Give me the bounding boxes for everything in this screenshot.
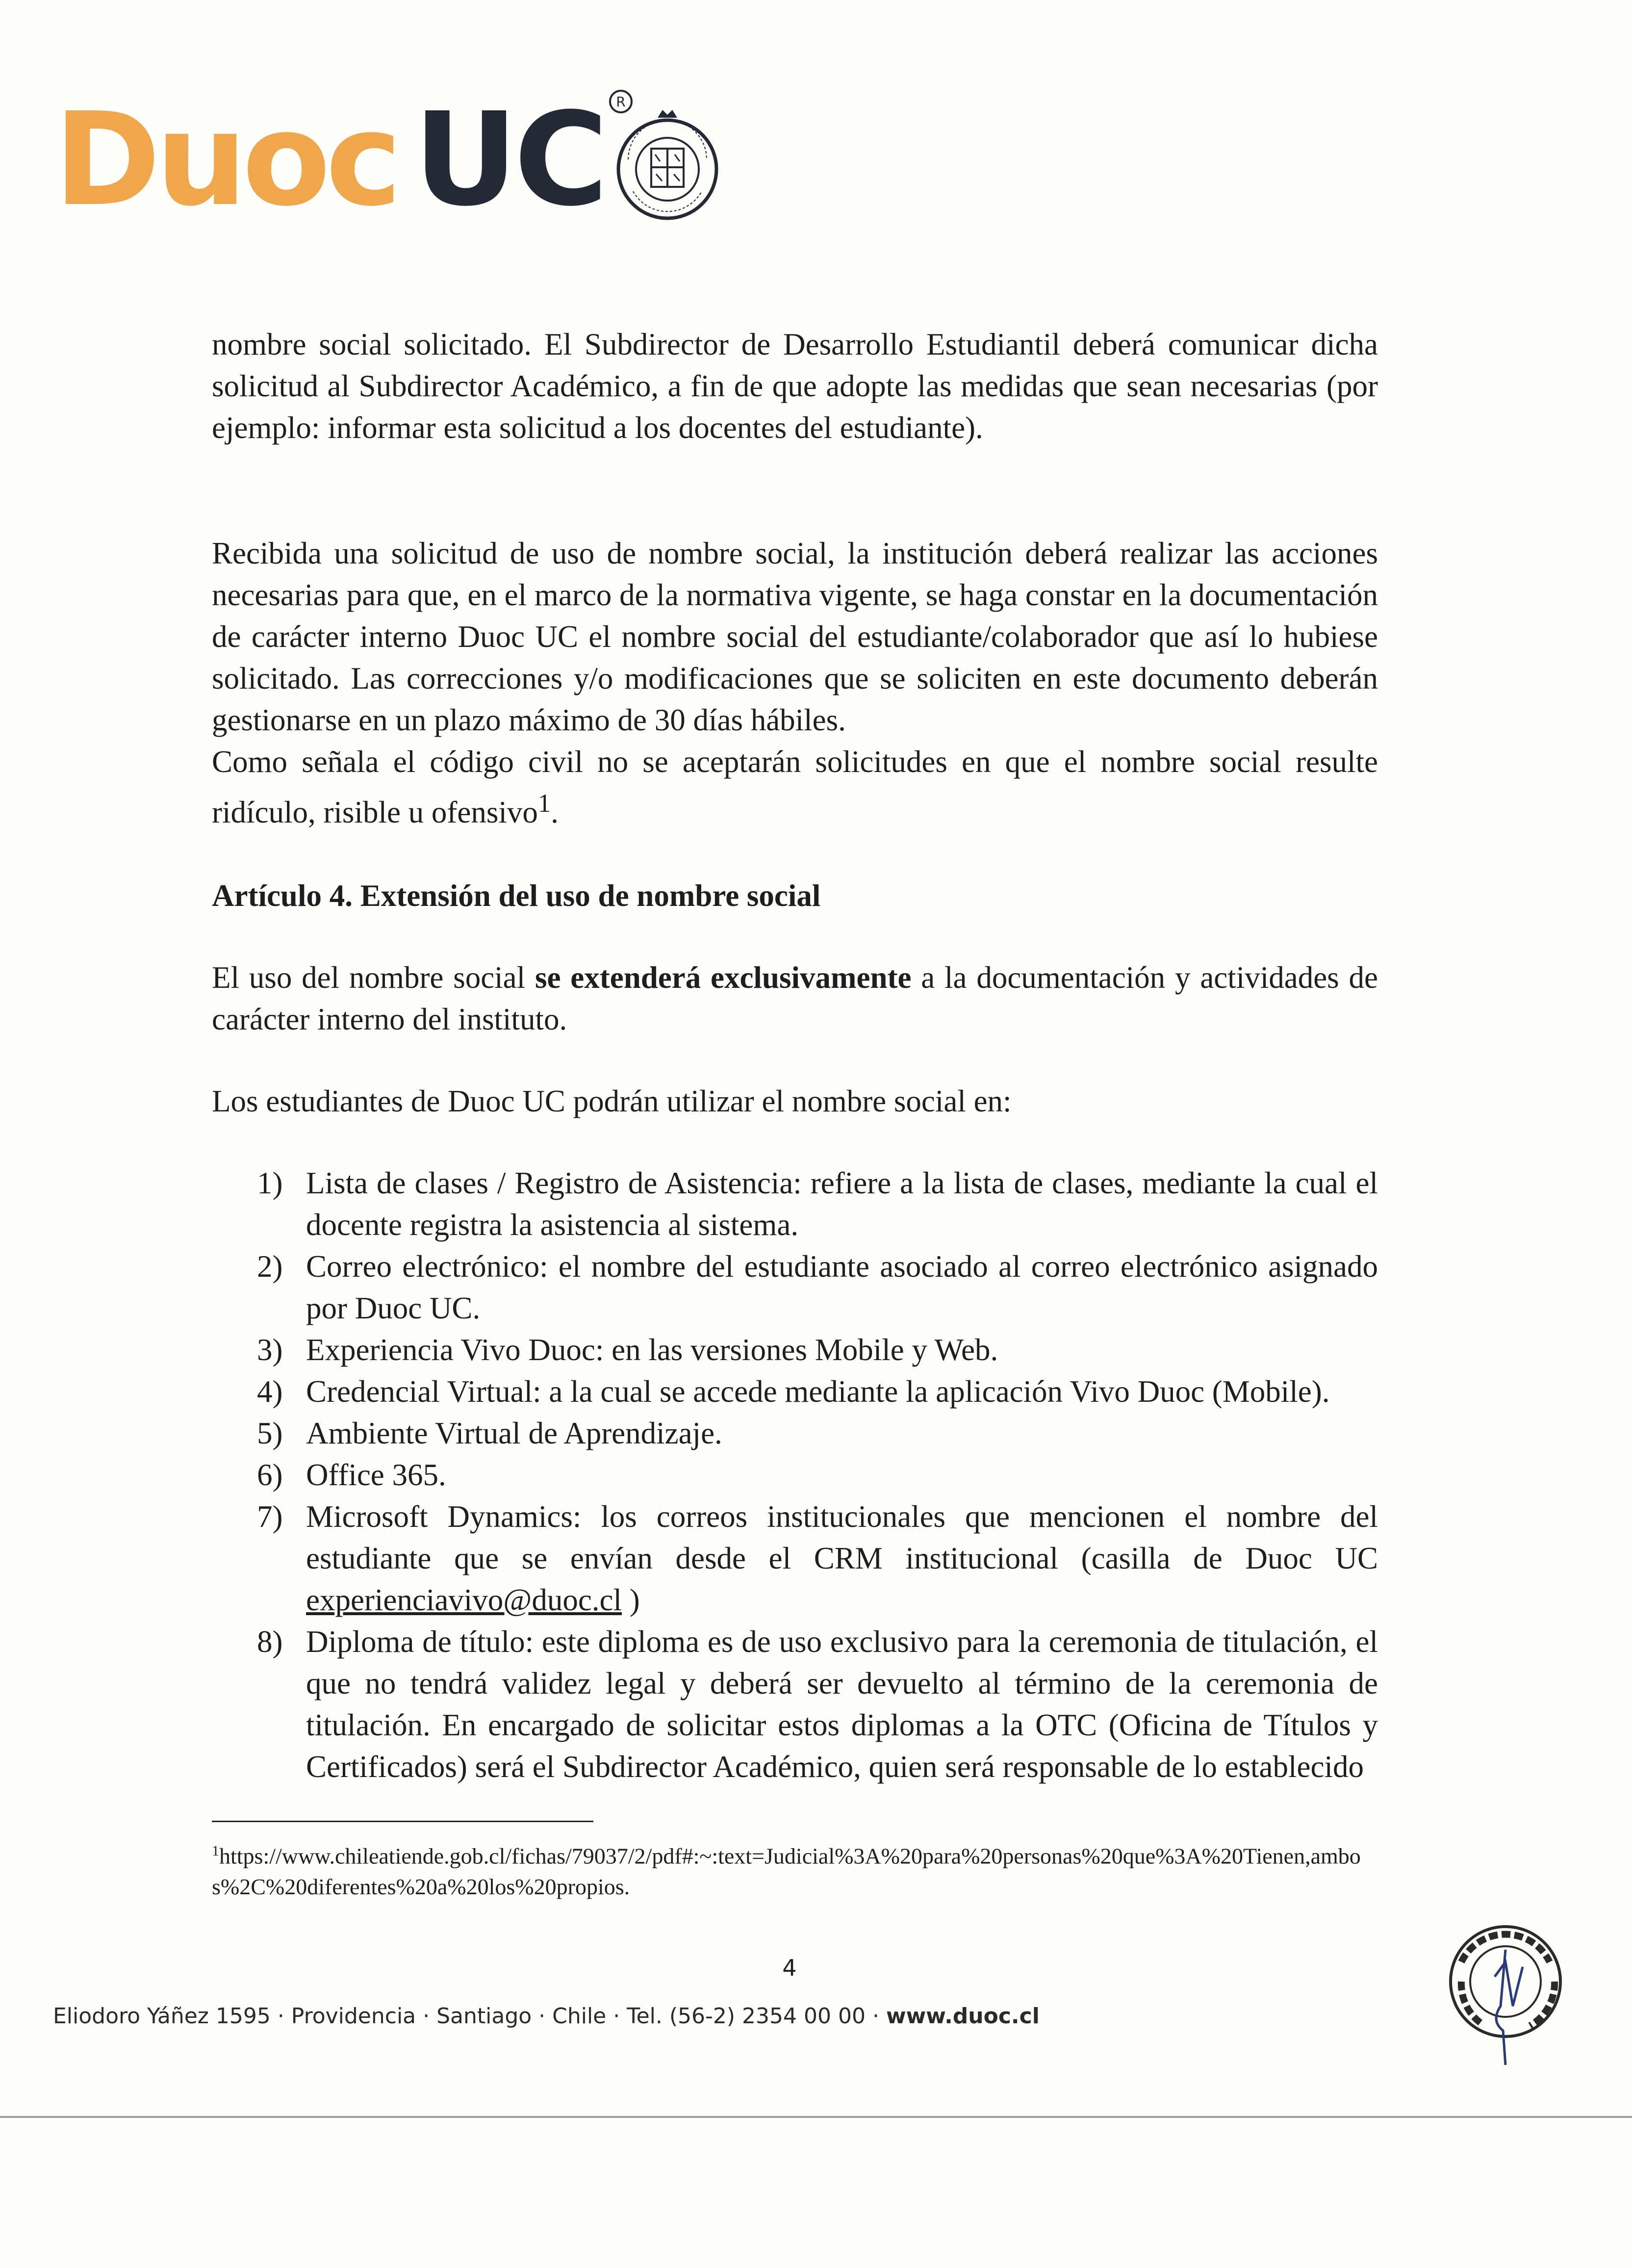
paragraph-5: Los estudiantes de Duoc UC podrán utilizar el nombre social en: bbox=[212, 1084, 1012, 1118]
list-item bbox=[257, 1162, 1378, 1246]
list-item bbox=[257, 1371, 1378, 1413]
list-item bbox=[257, 1496, 1378, 1621]
footer-address bbox=[53, 2004, 1040, 2029]
university-seal-icon bbox=[606, 76, 719, 223]
paragraph-2: Recibida una solicitud de uso de nombre social, la institución deberá realizar las acciones necesarias para que, en el marco de la normativa vigente, se haga constar en la documentación de carácter interno Duoc UC el nombre social del estudiante/colaborador que así lo hubiese solicitado. Las correcciones y/o modificaciones que se soliciten en este documento deberán gestionarse en un plazo máximo de 30 días hábiles. bbox=[212, 536, 1378, 737]
paragraph-1: nombre social solicitado. El Subdirector de Desarrollo Estudiantil deberá comunicar dicha solicitud al Subdirector Académico, a fin de que adopte las medidas que sean necesarias (por ejemplo: informar esta solicitud a los docentes del estudiante). bbox=[212, 327, 1378, 445]
list-item-text: Credencial Virtual: a la cual se accede mediante la aplicación Vivo Duoc (Mobile). bbox=[306, 1374, 1330, 1409]
list-item-number: 4) bbox=[257, 1374, 283, 1409]
svg-text:R: R bbox=[616, 94, 626, 110]
list-item-text: Diploma de título: este diploma es de uso exclusivo para la ceremonia de titulación, el que no tendrá validez legal y deberá ser devuelto al término de la ceremonia de titulación. En encargado de solicitar estos diplomas a la OTC (Oficina de Títulos y Certificados) será el Subdirector Académico, quien será responsable de lo establecido bbox=[306, 1624, 1378, 1784]
list-item-number: 3) bbox=[257, 1333, 283, 1367]
duoc-uc-logo bbox=[54, 76, 719, 234]
list-item bbox=[257, 1329, 1378, 1371]
list-item bbox=[257, 1454, 1378, 1496]
footer-website-link[interactable]: www.duoc.cl bbox=[886, 2004, 1040, 2029]
page-number: 4 bbox=[782, 1955, 797, 1981]
legal-department-stamp-icon bbox=[1432, 1908, 1579, 2070]
footnote-reference[interactable]: 1 bbox=[537, 789, 551, 818]
paragraph-3 bbox=[212, 741, 1378, 833]
footnote-link[interactable]: https://www.chileatiende.gob.cl/fichas/79037/2/pdf#:~:text=Judicial%3A%20para%20personas%20que%3A%20Tienen,ambos%2C%20diferentes%20a%20los%20propios. bbox=[212, 1843, 1361, 1900]
list-item-number: 2) bbox=[257, 1249, 283, 1284]
email-link[interactable]: experienciavivo@duoc.cl bbox=[306, 1583, 622, 1617]
usage-list bbox=[257, 1162, 1378, 1788]
list-item-text bbox=[306, 1496, 1378, 1621]
list-item-text-end: ) bbox=[622, 1583, 640, 1617]
list-item-text-start: Microsoft Dynamics: los correos institucionales que mencionen el nombre del estudiante que se envían desde el CRM institucional (casilla de Duoc UC bbox=[306, 1499, 1378, 1575]
footnote bbox=[212, 1835, 1378, 1902]
article-heading: Artículo 4. Extensión del uso de nombre social bbox=[212, 878, 821, 913]
list-item bbox=[257, 1246, 1378, 1329]
list-item bbox=[257, 1621, 1378, 1788]
list-item-text: Ambiente Virtual de Aprendizaje. bbox=[306, 1416, 722, 1450]
paragraph-3-text: Como señala el código civil no se aceptarán solicitudes en que el nombre social resulte ridículo, risible u ofensivo bbox=[212, 745, 1378, 829]
list-item-number: 6) bbox=[257, 1458, 283, 1492]
list-item bbox=[257, 1413, 1378, 1454]
footer-address-text: Eliodoro Yáñez 1595 · Providencia · Santiago · Chile · Tel. (56-2) 2354 00 00 · bbox=[53, 2004, 886, 2029]
list-item-number: 7) bbox=[257, 1499, 283, 1534]
list-item-text: Lista de clases / Registro de Asistencia: refiere a la lista de clases, mediante la cual el docente registra la asistencia al sistema. bbox=[306, 1166, 1378, 1242]
list-item-number: 8) bbox=[257, 1624, 283, 1659]
footnote-divider bbox=[212, 1821, 593, 1822]
document-body bbox=[212, 324, 1378, 1788]
paragraph-4-end: a la documentación y actividades de carácter interno del instituto. bbox=[212, 960, 1378, 1036]
paragraph-4-bold: se extenderá exclusivamente bbox=[535, 960, 912, 995]
paragraph-4 bbox=[212, 957, 1378, 1040]
paragraph-4-start: El uso del nombre social bbox=[212, 960, 535, 995]
list-item-text: Office 365. bbox=[306, 1458, 446, 1492]
list-item-text: Experiencia Vivo Duoc: en las versiones Mobile y Web. bbox=[306, 1333, 998, 1367]
logo-uc-text: UC bbox=[413, 85, 605, 234]
scan-edge-line bbox=[0, 2116, 1632, 2118]
footnote-number: 1 bbox=[212, 1843, 219, 1859]
logo-duoc-text: Duoc bbox=[54, 85, 397, 234]
paragraph-3-end: . bbox=[551, 795, 559, 829]
list-item-text: Correo electrónico: el nombre del estudiante asociado al correo electrónico asignado por Duoc UC. bbox=[306, 1249, 1378, 1325]
list-item-number: 5) bbox=[257, 1416, 283, 1450]
list-item-number: 1) bbox=[257, 1166, 283, 1200]
